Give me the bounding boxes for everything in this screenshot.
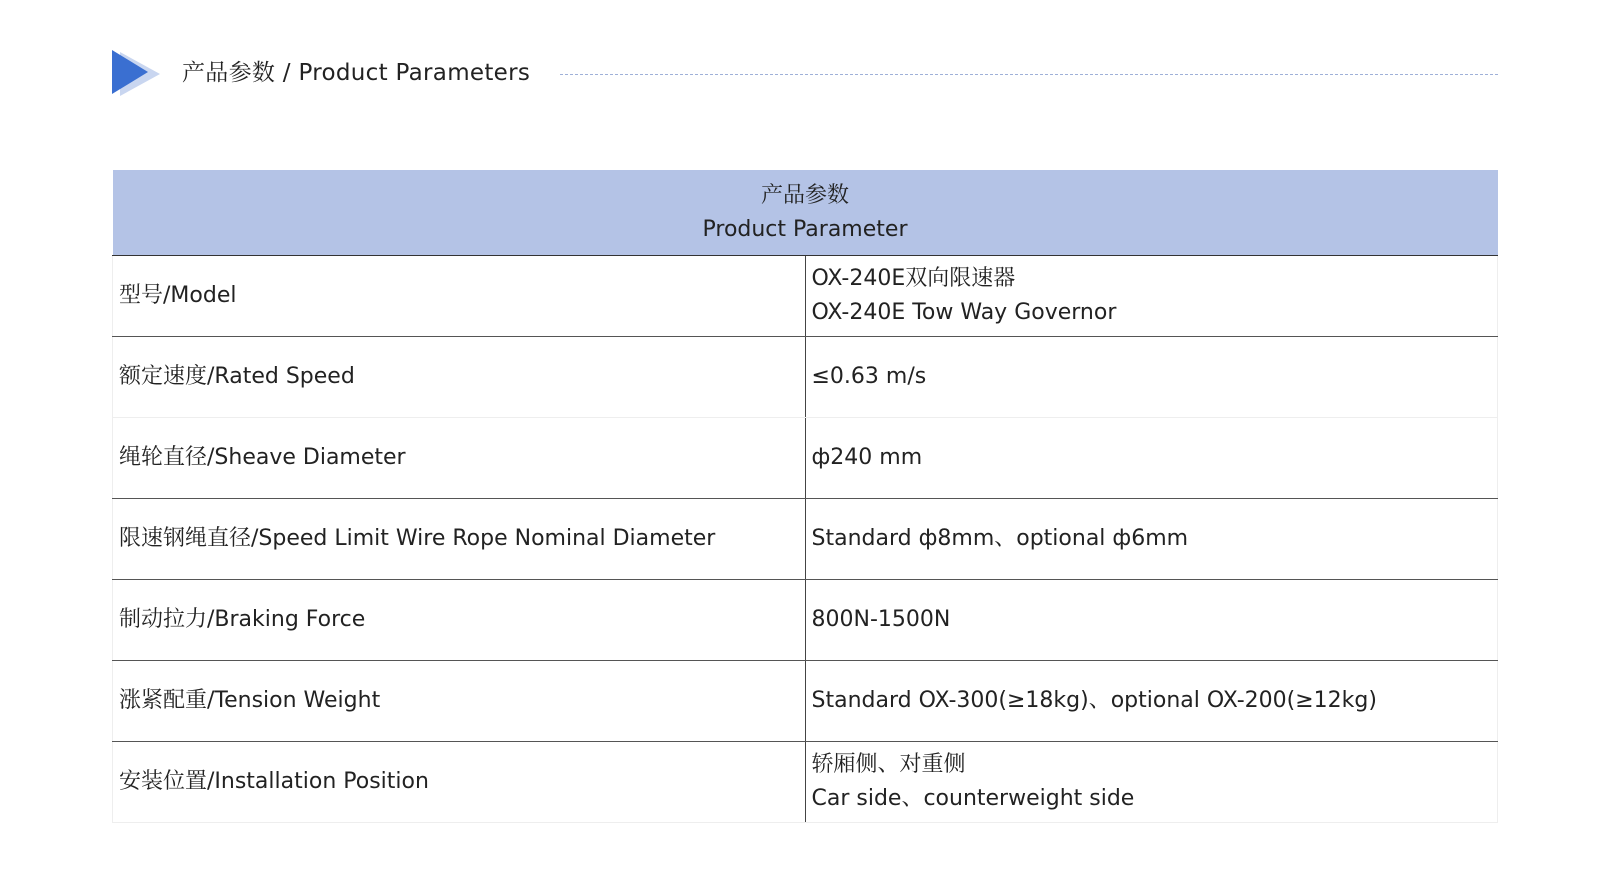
row-value-installation-position: [805, 742, 1498, 823]
value-line: Standard OX-300(≥18kg)、optional OX-200(≥12kg): [811, 688, 1377, 713]
table-row: [113, 661, 1498, 742]
value-line: Standard ф8mm、optional ф6mm: [811, 526, 1189, 551]
table-heading: [113, 170, 1498, 256]
row-value-braking-force: [805, 580, 1498, 661]
product-parameters-table: [112, 170, 1498, 823]
table-heading-cn: 产品参数: [760, 182, 849, 208]
row-label-sheave-diameter: 绳轮直径/Sheave Diameter: [113, 418, 806, 499]
dashed-divider: [560, 74, 1498, 75]
row-label-installation-position: 安装位置/Installation Position: [113, 742, 806, 823]
value-line: ≤0.63 m/s: [811, 364, 927, 389]
row-label-rated-speed: 额定速度/Rated Speed: [113, 337, 806, 418]
table-row: [113, 337, 1498, 418]
value-line: ф240 mm: [811, 445, 923, 470]
table-row: [113, 580, 1498, 661]
table-row: [113, 499, 1498, 580]
table-row: [113, 742, 1498, 823]
value-line: OX-240E双向限速器: [811, 266, 1016, 291]
row-value-tension-weight: [805, 661, 1498, 742]
table-header-row: [113, 170, 1498, 256]
row-label-tension-weight: 涨紧配重/Tension Weight: [113, 661, 806, 742]
value-line: Car side、counterweight side: [811, 786, 1135, 811]
value-line: 轿厢侧、对重侧: [811, 752, 966, 777]
row-label-model: 型号/Model: [113, 256, 806, 337]
section-header: [112, 44, 1498, 100]
value-line: OX-240E Tow Way Governor: [811, 300, 1117, 325]
table-row: [113, 256, 1498, 337]
value-line: 800N-1500N: [811, 607, 951, 632]
table-heading-en: Product Parameter: [702, 216, 908, 242]
row-value-rated-speed: [805, 337, 1498, 418]
row-value-rope-diameter: [805, 499, 1498, 580]
row-value-model: [805, 256, 1498, 337]
section-title: 产品参数 / Product Parameters: [182, 60, 531, 86]
row-value-sheave-diameter: [805, 418, 1498, 499]
row-label-rope-diameter: 限速钢绳直径/Speed Limit Wire Rope Nominal Diameter: [113, 499, 806, 580]
double-arrow-icon: [112, 48, 164, 100]
row-label-braking-force: 制动拉力/Braking Force: [113, 580, 806, 661]
table-row: [113, 418, 1498, 499]
